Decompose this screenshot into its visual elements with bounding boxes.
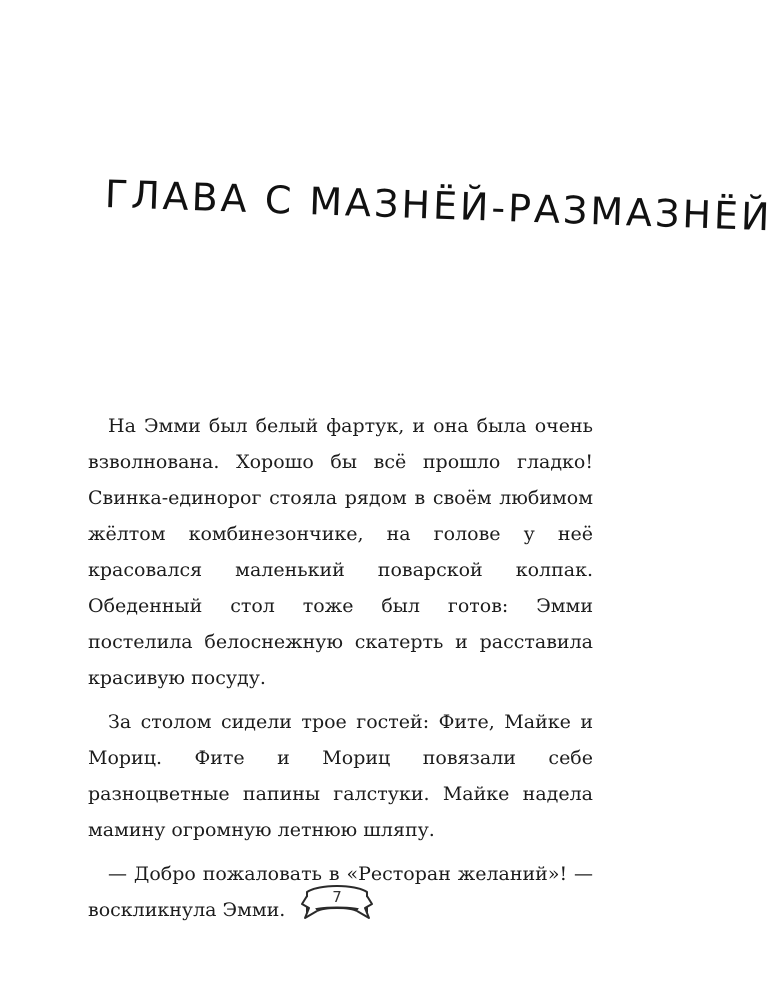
paragraph-1: На Эмми был белый фартук, и она была очень взволнована. Хорошо бы всё прошло гладко! Свинка-единорог стояла рядом в своём любимом жёлтом комбинезончике, на голове у неё красовался маленький поварской колпак. Обеденный стол тоже был готов: Эмми постелила белоснежную скатерть и расставила красивую посуду. [88,415,593,689]
paragraph-3: — Добро пожаловать в «Ресторан желаний»! — воскликнула Эмми. [88,863,593,921]
body-text [88,408,593,936]
page-number: 7 [332,888,342,906]
page-number-badge [301,878,373,930]
paragraph-2: За столом сидели трое гостей: Фите, Майке и Мориц. Фите и Мориц повязали себе разноцветные папины галстуки. Майке надела мамину огромную летнюю шляпу. [88,711,593,841]
chapter-title: ГЛАВА С МАЗНЁЙ-РАЗМАЗНЁЙ [104,172,773,240]
